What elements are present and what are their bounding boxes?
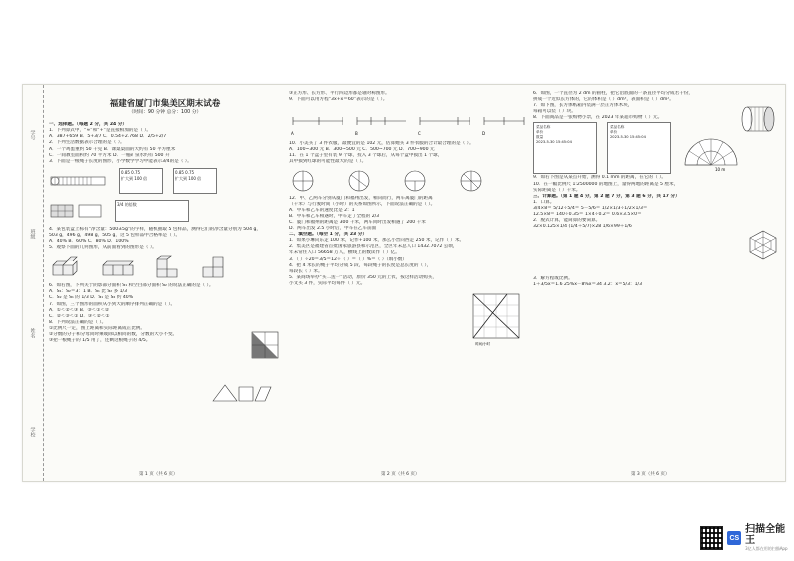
- question-line: 1．口算。: [533, 199, 555, 205]
- binding-label: 学校: [29, 426, 36, 437]
- decimal-figure: 0.85 0.75 扩大到 100 倍: [119, 168, 163, 194]
- page-number: 第 3 页（共 6 页）: [631, 472, 670, 477]
- question-line: ②分数的分子和分母同时乘或除以相同的数，分数的大小不变。: [49, 331, 178, 337]
- segment-diagram-d: [480, 107, 525, 137]
- shaded-square-figure: [251, 331, 279, 359]
- question-line: ③把一根绳子的 1/5 用了，还剩这根绳子的 4/5。: [49, 338, 151, 344]
- exam-sheet: [22, 84, 786, 482]
- cube-stack-c: [149, 255, 189, 279]
- question-line: 12.5×8＝ 140÷0.35＝ 1×4÷0.2＝ 0.6×3.5×0＝: [533, 212, 642, 218]
- svg-text:B: B: [354, 131, 358, 137]
- question-3-figures-row2: [49, 197, 281, 225]
- section-heading: 三、计算题。（第 1 题 4 分，第 2 题 7 分，第 3 题 6 分，共 17 分）: [533, 193, 680, 199]
- question-line: 1．如果小琳向东走 100 米，记作+100 米，那么小晋向西走 250 米，记作（ ）米。: [289, 238, 465, 244]
- spinner-a: [293, 171, 313, 191]
- page-number: 第 1 页（共 6 页）: [139, 472, 178, 477]
- page-1-column: [49, 91, 281, 344]
- three-shapes-figure: [211, 383, 273, 403]
- question-line: 11．在 1 个盒子里有装 9 个球，投入 3 个球后，从每个盒中摸出 1 个球，: [289, 153, 443, 159]
- scanner-watermark: [700, 523, 794, 553]
- segment-diagram-c: [416, 107, 470, 137]
- receipt-figure: 菜品名称 单价 数量 2023-5-30 15:45:04: [533, 122, 597, 174]
- hexagon-figure: [747, 229, 779, 261]
- paper-title: 福建省厦门市集美区期末试卷: [109, 99, 221, 109]
- camscanner-logo-icon: CS: [727, 531, 741, 545]
- page-number: 第 2 页（共 6 页）: [381, 472, 420, 477]
- question-line: A．40% B．60% C．80% D．100%: [49, 239, 129, 245]
- receipt-figure: 菜品名称 单价 2023-5-30 15:45:04: [607, 122, 671, 174]
- question-line: C．S₂ 是 S₁ 的 1/3 D．S₁ 是 S₂ 约 40%: [49, 295, 134, 301]
- question-line: 年末常住人口 56658 万人，横线上的数读作（ ）亿。: [289, 250, 400, 256]
- grid-figure: [49, 201, 105, 221]
- cube-stack-b: [99, 255, 139, 279]
- decimal-figure: 0.85 0.75 扩大到 100 倍: [173, 168, 217, 194]
- question-line: ③正方形、长方形、平行四边形都是轴对称图形。: [289, 91, 390, 96]
- binding-label: 班级: [29, 228, 36, 239]
- question-line: 3．解方程或比例。: [533, 276, 573, 282]
- cube-stack-a: [49, 255, 89, 279]
- svg-text:C: C: [418, 131, 422, 137]
- question-line: 2．集美区是福建省首批国家旅游县和示范区，全区年末总人口 1432.7072 公顷，: [289, 244, 458, 250]
- svg-text:D: D: [482, 131, 486, 137]
- rope-figure: [49, 169, 109, 193]
- question-line: 503 g，496 g，498 g，505 g，这 5 包样品中合格率是（ ）。: [49, 232, 181, 238]
- question-line: 10．小美买了 3 件衣服，最便宜的是 102 元，估算她买 3 件衣服的合计最合理的是（ ）。: [289, 141, 474, 147]
- question-line: A．一个鸡蛋重约 50 千克 B．课桌桌面的大约有 50 平方厘米: [49, 146, 176, 152]
- question-line: 小文买 3 件，实际平均每件（ ）元。: [289, 280, 366, 286]
- question-line: 每段长（ ）米。: [289, 268, 323, 274]
- dimension-label: 10 m: [715, 167, 726, 172]
- question-line: 5．观察下面的几何图形，从前面看到的图形是（ ）。: [49, 245, 157, 251]
- binding-margin: [23, 85, 44, 481]
- spinner-d: [461, 171, 481, 191]
- spinner-c: [405, 171, 425, 191]
- watermark-subtitle: 3亿人都在用的扫描App: [745, 546, 788, 551]
- svg-text:A: A: [291, 131, 294, 137]
- question-line: B．甲车和乙车相遇时，甲车走了全程的 2/3: [289, 213, 380, 219]
- question-line: 3．（ ）÷20＝3/5＝12÷（ ）＝（ ）%＝（ ）（填小数）: [289, 256, 407, 262]
- question-line: 1＋3/5x＝1.6 25%x－8%x＝34 3.2：x＝5/3：1/3: [533, 282, 643, 288]
- question-line: 6．如右图，下列关于阴影部分面积 S₁ 和空白部分面积 S₂ 的说法正确的是（ ）。: [49, 283, 214, 289]
- question-line: 9．如右下图是从某点开始，测得 0.1 mm 的距离，在它的（ ）。: [533, 175, 666, 181]
- question-line: 12．甲、乙两车分别从厦门和福州出发，相向而行，两车离厦门的距离: [289, 195, 433, 201]
- segment-diagram-b: [353, 107, 407, 137]
- qr-code-icon: [700, 526, 723, 550]
- question-line: A．①＜②＜③ B．③＜①＜②: [49, 307, 110, 313]
- question-line: 2．脱式计算，能简算的要简算。: [533, 218, 601, 224]
- question-line: 7．如下图，长方体纸箱内装满一层正方体木块，: [533, 103, 633, 109]
- question-line: 3．下面是一根绳子长度的图形，小学数学学习中能表示3/4的是（ ）。: [49, 158, 192, 164]
- question-line: 3/4×8＝ 5/12÷5/4＝ 5－5/6＝ 1/2×1/3÷1/2×1/3＝: [533, 205, 648, 211]
- question-line: ①比例尺一定，图上距离和实际距离成正比例。: [49, 325, 145, 331]
- question-line: A．387+659 B．5+3/7 C．0.54+2.768 D．2/5+2/7: [49, 134, 167, 140]
- spinner-row: [289, 169, 519, 193]
- spinner-b: [349, 171, 369, 191]
- binding-label: 姓名: [29, 327, 36, 338]
- paper-subtitle: （时间：90 分钟 总分：100 分）: [128, 110, 202, 116]
- page-2-column: [289, 91, 525, 287]
- question-line: C．厦门和福州的距离是 300 千米，两车同时出发相遇了 200 千米: [289, 219, 426, 225]
- question-line: 4．把 4 米长的绳子平均分成 5 段，每段绳子的长度是总长度的（ ），: [289, 262, 432, 268]
- binding-label: 学号: [29, 129, 36, 140]
- question-line: 实际距离是（ ）千米。: [533, 187, 581, 193]
- question-line: 1．下列算式中，“≈”和“+”是直接相加的是（ ）。: [49, 128, 151, 134]
- section-heading: 二、填空题。（每空 1 分，共 23 分）: [289, 232, 368, 238]
- question-line: 2．下列生活数据表示合理的是（ ）。: [49, 140, 125, 146]
- question-line: 32×0.125×1/4 (1/4＋5/7)×28 1/6×99＋1/6: [533, 224, 632, 230]
- fan-figure: [681, 125, 741, 171]
- question-line: 每箱可以装（ ）块。: [533, 109, 576, 115]
- question-line: D．两车出发 2.5 小时后，甲车在乙车前面: [289, 226, 377, 232]
- question-line: 8．下列说法正确的是（ ）。: [49, 319, 107, 325]
- graph-x-label: 时间/小时: [475, 342, 491, 346]
- spinner-figures: [289, 168, 525, 194]
- cube-figures: [49, 253, 281, 281]
- question-line: 9．下面可以用方程“3x+x＝60”表示的是（ ）。: [289, 97, 388, 103]
- question-3-figures: [49, 167, 281, 195]
- question-line: （千米）与行驶时间（小时）的关系如图所示，下面说法正确的是（ ）。: [289, 201, 436, 207]
- question-line: A．甲车和乙车的速度比是 2：1: [289, 207, 355, 213]
- question-9-figures: [289, 105, 525, 139]
- segment-diagram-a: [289, 107, 343, 137]
- question-line: C．②＜③＜① D．③＜②＜①: [49, 313, 110, 319]
- fraction-figure: 3/4 的倍数: [115, 200, 189, 222]
- question-line: 4．某包装盒上标有“净含量：500±5g”的字样，随机抽取 5 包样品，测得它们的净含量分别为 504 g，: [49, 226, 261, 232]
- question-line: C．一间教室面积约 70 平方米 D．一瓶矿泉水约有 500 升: [49, 152, 170, 158]
- question-line: 拼成一个近似长方体的，它的体积是（ ）dm³，表面积是（ ）dm²。: [533, 97, 674, 103]
- question-line: 其中摸到红球的可能性最大的是（ ）。: [289, 159, 367, 165]
- section-heading: 一、选择题。（每题 2 分，共 24 分）: [49, 122, 128, 128]
- question-line: 6．如图，一个直径为 2 dm 的圆柱，把它沿底面的一条直径平均分成若干份，: [533, 91, 694, 96]
- question-line: 5．某商场举办“买二送一”活动，原价 350 元的上衣，按这样活动购买，: [289, 274, 437, 280]
- cube-stack-d: [199, 255, 239, 279]
- question-line: A．100~300 元 B．300~500 元 C．500~700 元 D．700~900 元: [289, 147, 435, 153]
- watermark-title: 扫描全能王: [745, 524, 786, 546]
- question-line: 8．下面商品是一张购物小票，在 2023 年某超市购物（ ）元。: [533, 115, 663, 121]
- question-line: A．S₁：S₂＝3：1 B．S₁ 比 S₂ 多 1/3: [49, 289, 128, 295]
- cylinder-figure: [737, 99, 777, 139]
- question-line: 10．在一幅比例尺 1:2500000 的地图上，量得两地的距离是 5 厘米，: [533, 181, 679, 187]
- question-line: 7．如图，三个图形的面积从小到大的顺序排列正确的是（ ）。: [49, 301, 176, 307]
- distance-time-graph: [467, 290, 523, 346]
